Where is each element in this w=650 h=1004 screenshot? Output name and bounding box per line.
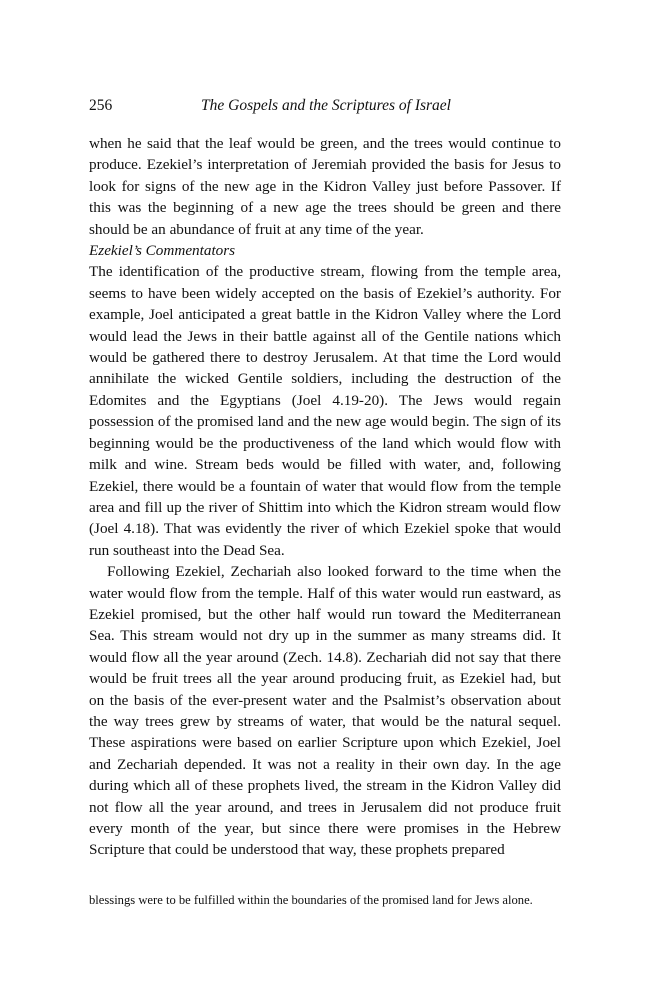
section-heading: Ezekiel’s Commentators: [89, 242, 236, 260]
running-title: The Gospels and the Scriptures of Israel: [201, 97, 451, 114]
paragraph: Following Ezekiel, Zechariah also looked forward to the time when the water would flow from the temple. Half of this water would run eastward, as Ezekiel promised, but the other half would run toward the Mediterranean Sea. This stream would not dry up in the summer as many streams did. It would flow all the year around (Zech. 14.8). Zechariah did not say that there would be fruit trees all the year around producing fruit, as Ezekiel had, but on the basis of the ever-present water and the Psalmist’s observation about the way trees grew by streams of water, that would be the natural sequel. These aspirations were based on earlier Scripture upon which Ezekiel, Joel and Zechariah depended. It was not a reality in their own day. In the age during which all of these prophets lived, the stream in the Kidron Valley did not flow all the year around, and trees in Jerusalem did not produce fruit every month of the year, but since there were promises in the Hebrew Scripture that could be understood that way, these prophets prepared: [89, 563, 561, 859]
book-page: [89, 0, 561, 1004]
footnote: blessings were to be fulfilled within the boundaries of the promised land for Jews alone.: [89, 893, 533, 907]
paragraph: The identification of the productive stream, flowing from the temple area, seems to have been widely accepted on the basis of Ezekiel’s authority. For example, Joel anticipated a great battle in the Kidron Valley where the Lord would lead the Jews in their battle against all of the Gentile nations which would be gathered there to destroy Jerusalem. At that time the Lord would annihilate the wicked Gentile soldiers, including the destruction of the Edomites and the Egyptians (Joel 4.19-20). The Jews would regain possession of the promised land and the new age would begin. The sign of its beginning would be the productiveness of the land which would flow with milk and wine. Stream beds would be filled with water, and, following Ezekiel, there would be a fountain of water that would flow from the temple area and fill up the river of Shittim into which the Kidron stream would flow (Joel 4.18). That was evidently the river of which Ezekiel spoke that would run southeast into the Dead Sea.: [89, 263, 561, 559]
paragraph: when he said that the leaf would be green, and the trees would continue to produce. Ezekiel’s interpretation of Jeremiah provided the basis for Jesus to look for signs of the new age in the Kidron Valley just before Passover. If this was the beginning of a new age the trees should be green and there should be an abundance of fruit at any time of the year.: [89, 135, 561, 238]
running-header: [89, 97, 561, 121]
page-number: 256: [89, 97, 113, 114]
body-text: [89, 133, 561, 861]
